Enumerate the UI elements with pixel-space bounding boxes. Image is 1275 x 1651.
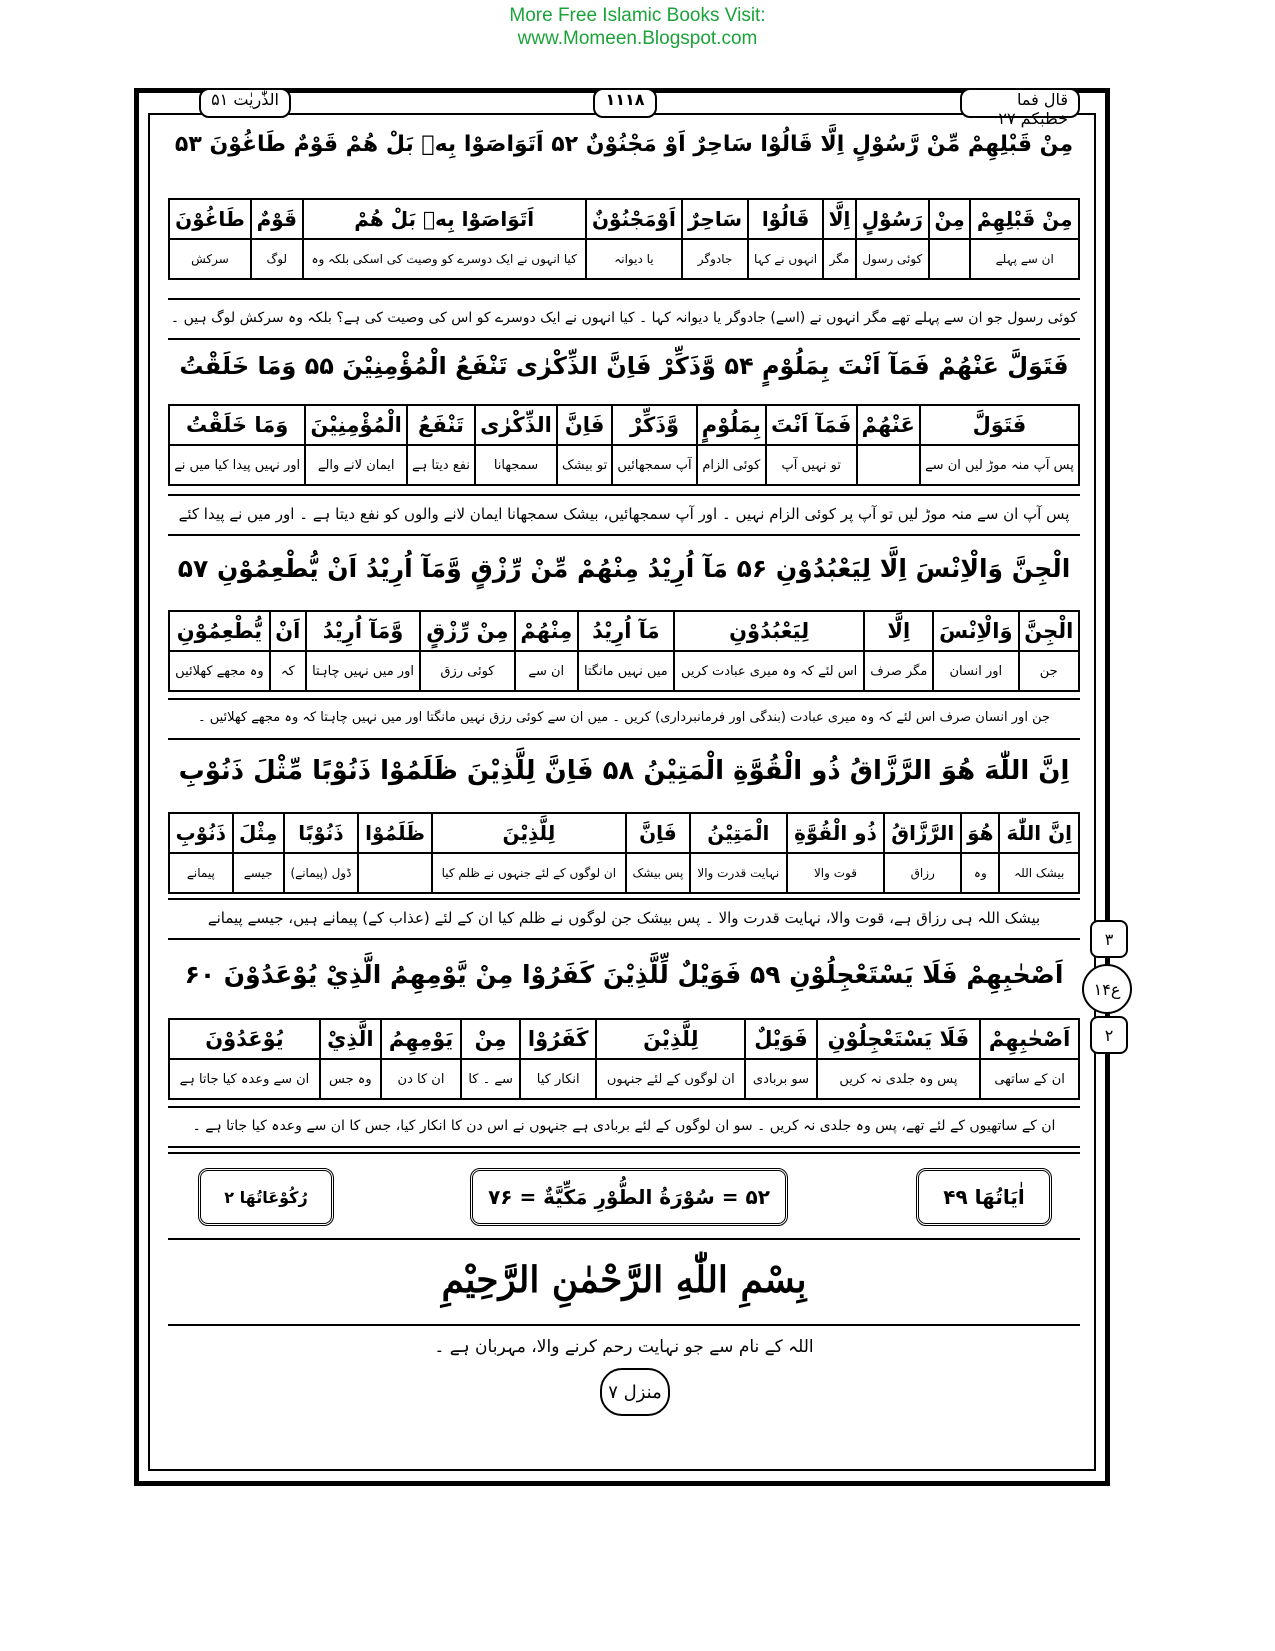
meaning-cell: کیا انہوں نے ایک دوسرے کو وصیت کی اسکی بلکہ وہ xyxy=(303,239,586,279)
word-cell: فَتَوَلَّ xyxy=(920,405,1079,445)
ayah-line-5: اَصْحٰبِهِمْ فَلَا يَسْتَعْجِلُوْنِ ۵۹ فَوَيْلٌ لِّلَّذِيْنَ كَفَرُوْا مِنْ يَّوْمِهِمُ الَّذِيْ يُوْعَدُوْنَ ۶۰ xyxy=(184,960,1064,989)
word-cell: عَنْهُمْ xyxy=(857,405,920,445)
surah-name-cartouche: ۵۲ = سُوْرَةُ الطُّوْرِ مَكِّيَّةٌ = ۷۶ xyxy=(470,1168,788,1226)
meaning-cell: نہایت قدرت والا xyxy=(690,853,787,893)
word-cell: الرَّزَّاقُ xyxy=(884,813,961,853)
meaning-cell: ان کا دن xyxy=(381,1059,461,1099)
meaning-cell: سرکش xyxy=(169,239,251,279)
meaning-cell: پس وہ جلدی نہ کریں xyxy=(817,1059,981,1099)
meaning-cell: جیسے xyxy=(233,853,284,893)
word-grid-4 xyxy=(168,812,1080,894)
ayat-count-cartouche: اٰيَاتُهَا ۴۹ xyxy=(916,1168,1052,1226)
meaning-cell: ان سے وعدہ کیا جاتا ہے xyxy=(169,1059,320,1099)
banner-line-2[interactable]: www.Momeen.Blogspot.com xyxy=(517,28,758,49)
meaning-cell: یا دیوانہ xyxy=(586,239,682,279)
word-cell: فَوَيْلٌ xyxy=(745,1019,816,1059)
bismillah-translation: اللہ کے نام سے جو نہایت رحم کرنے والا، مہربان ہے ۔ xyxy=(434,1337,814,1357)
word-cell: مِنْ قَبْلِهِمْ xyxy=(970,199,1079,239)
meaning-cell: اور انسان xyxy=(933,651,1018,691)
word-cell: مَآ اُرِيْدُ xyxy=(578,611,674,651)
meaning-cell: نفع دیتا ہے xyxy=(407,445,475,485)
meaning-cell: میں نہیں مانگتا xyxy=(578,651,674,691)
word-cell: قَوْمٌ xyxy=(251,199,303,239)
translation-1: کوئی رسول جو ان سے پہلے تھے مگر انہوں نے (اسے) جادوگر یا دیوانہ کہا ۔ کیا انہوں نے ایک دوسرے کو اس کی وصیت کی ہے؟ بلکہ وہ سرکش لوگ ہیں ۔ xyxy=(168,298,1080,340)
word-cell: الْمَتِيْنُ xyxy=(690,813,787,853)
ayah-line-4: اِنَّ اللّٰهَ هُوَ الرَّزَّاقُ ذُو الْقُوَّةِ الْمَتِيْنُ ۵۸ فَاِنَّ لِلَّذِيْنَ ظَلَمُوْا ذَنُوْبًا مِّثْلَ ذَنُوْبِ xyxy=(178,756,1070,786)
meaning-cell: ان سے xyxy=(515,651,578,691)
meaning-cell: سے ۔ کا xyxy=(461,1059,520,1099)
word-cell: ذَنُوْبًا xyxy=(284,813,359,853)
meaning-cell: تو نہیں آپ xyxy=(766,445,857,485)
meaning-cell xyxy=(358,853,431,893)
word-cell: يَوْمِهِمُ xyxy=(381,1019,461,1059)
surah-title-band xyxy=(168,1152,1080,1240)
word-cell: رَسُوْلٍ xyxy=(856,199,929,239)
word-cell: كَفَرُوْا xyxy=(520,1019,596,1059)
meaning-cell: قوت والا xyxy=(787,853,885,893)
meaning-cell: ان سے پہلے xyxy=(970,239,1079,279)
word-grid-1 xyxy=(168,198,1080,280)
word-cell: يُوْعَدُوْنَ xyxy=(169,1019,320,1059)
word-cell: اِلَّا xyxy=(864,611,933,651)
word-cell: فَمَآ اَنْتَ xyxy=(766,405,857,445)
meaning-cell: انہوں نے کہا xyxy=(748,239,823,279)
bismillah: بِسْمِ اللّٰهِ الرَّحْمٰنِ الرَّحِيْمِ xyxy=(168,1236,1080,1326)
word-cell: وَّذَكِّرْ xyxy=(612,405,696,445)
meaning-cell: اور نہیں پیدا کیا میں نے xyxy=(169,445,305,485)
meaning-cell: مگر صرف xyxy=(864,651,933,691)
word-cell: اَتَوَاصَوْا بِهٖ بَلْ هُمْ xyxy=(303,199,586,239)
word-cell: بِمَلُوْمٍ xyxy=(697,405,766,445)
word-grid-3 xyxy=(168,610,1080,692)
ayah-line-3: الْجِنَّ وَالْاِنْسَ اِلَّا لِيَعْبُدُوْنِ ۵۶ مَآ اُرِيْدُ مِنْهُمْ مِّنْ رِّزْقٍ وَّمَآ اُرِيْدُ اَنْ يُّطْعِمُوْنِ ۵۷ xyxy=(177,554,1071,583)
meaning-cell: آپ سمجھائیں xyxy=(612,445,696,485)
word-cell: هُوَ xyxy=(961,813,999,853)
meaning-cell: کوئی رسول xyxy=(856,239,929,279)
meaning-cell: جن xyxy=(1019,651,1079,691)
translation-4: بیشک اللہ ہی رزاق ہے، قوت والا، نہایت قدرت والا ۔ پس بیشک جن لوگوں نے ظلم کیا ان کے لئے (عذاب کے) پیمانے ہیں، جیسے پیمانے xyxy=(168,898,1080,940)
header-page-number: ۱۱۱۸ xyxy=(570,88,680,118)
manzil-marker: منزل ۷ xyxy=(600,1368,670,1416)
word-cell: الْجِنَّ xyxy=(1019,611,1079,651)
meaning-cell: رزاق xyxy=(884,853,961,893)
side-mark-bottom: ۲ xyxy=(1090,1016,1128,1054)
word-cell: يُّطْعِمُوْنِ xyxy=(169,611,270,651)
word-cell: الْمُؤْمِنِيْنَ xyxy=(305,405,407,445)
meaning-cell: اس لئے کہ وہ میری عبادت کریں xyxy=(674,651,865,691)
meaning-cell: تو بیشک xyxy=(557,445,612,485)
meaning-cell xyxy=(857,445,920,485)
meaning-cell: وہ جس xyxy=(320,1059,381,1099)
meaning-cell: جادوگر xyxy=(682,239,748,279)
word-cell: طَاغُوْنَ xyxy=(169,199,251,239)
meaning-cell: سو بربادی xyxy=(745,1059,816,1099)
word-cell: اِنَّ اللّٰهَ xyxy=(999,813,1079,853)
word-cell: قَالُوْا xyxy=(748,199,823,239)
meaning-cell: کوئی رزق xyxy=(420,651,514,691)
word-cell: لِلَّذِيْنَ xyxy=(596,1019,745,1059)
word-cell: فَاِنَّ xyxy=(626,813,690,853)
word-cell: لِلَّذِيْنَ xyxy=(432,813,626,853)
word-cell: مِنْ xyxy=(461,1019,520,1059)
meaning-cell: لوگ xyxy=(251,239,303,279)
side-mark-top: ۳ xyxy=(1090,920,1128,958)
word-cell: ذَنُوْبِ xyxy=(169,813,233,853)
meaning-cell: ڈول (پیمانے) xyxy=(284,853,359,893)
word-cell: فَلَا يَسْتَعْجِلُوْنِ xyxy=(817,1019,981,1059)
word-cell: اَوْمَجْنُوْنٌ xyxy=(586,199,682,239)
meaning-cell: کہ xyxy=(270,651,306,691)
meaning-cell: ایمان لانے والے xyxy=(305,445,407,485)
word-cell: وَالْاِنْسَ xyxy=(933,611,1018,651)
word-cell: مِنْ xyxy=(929,199,971,239)
header-surah-ref: الذّٰریٰت ۵۱ xyxy=(190,88,300,118)
translation-2: پس آپ ان سے منہ موڑ لیں تو آپ پر کوئی الزام نہیں ۔ اور آپ سمجھائیں، بیشک سمجھانا ایمان لانے والوں کو نفع دیتا ہے ۔ اور میں نے پیدا کئے xyxy=(168,494,1080,536)
word-cell: مِثْلَ xyxy=(233,813,284,853)
meaning-cell: انکار کیا xyxy=(520,1059,596,1099)
word-cell: فَاِنَّ xyxy=(557,405,612,445)
translation-3: جن اور انسان صرف اس لئے کہ وہ میری عبادت (بندگی اور فرمانبرداری) کریں ۔ میں ان سے کوئی رزق نہیں مانگتا اور میں نہیں چاہتا کہ وہ مجھے کھلائیں ۔ xyxy=(168,698,1080,740)
word-cell: اِلَّا xyxy=(823,199,856,239)
meaning-cell: پیمانے xyxy=(169,853,233,893)
word-cell: وَّمَآ اُرِيْدُ xyxy=(306,611,421,651)
meaning-cell: سمجھانا xyxy=(475,445,557,485)
meaning-cell: ان لوگوں کے لئے جنہوں نے ظلم کیا xyxy=(432,853,626,893)
banner-line-1: More Free Islamic Books Visit: xyxy=(509,5,766,26)
meaning-cell: اور میں نہیں چاہتا xyxy=(306,651,421,691)
ruku-count-cartouche: رُكُوْعَاتُهَا ۲ xyxy=(198,1168,334,1226)
meaning-cell: پس آپ منہ موڑ لیں ان سے xyxy=(920,445,1079,485)
translation-5: ان کے ساتھیوں کے لئے تھے، پس وہ جلدی نہ کریں ۔ سو ان لوگوں کے لئے بربادی ہے جنہوں نے اس دن کا انکار کیا، جس کا ان سے وعدہ کیا جاتا ہے ۔ xyxy=(168,1106,1080,1148)
word-grid-2 xyxy=(168,404,1080,486)
word-cell: مِنْهُمْ xyxy=(515,611,578,651)
word-cell: ذُو الْقُوَّةِ xyxy=(787,813,885,853)
word-cell: تَنْفَعُ xyxy=(407,405,475,445)
meaning-cell: وہ مجھے کھلائیں xyxy=(169,651,270,691)
word-cell: وَمَا خَلَقْتُ xyxy=(169,405,305,445)
word-cell: الذِّكْرٰى xyxy=(475,405,557,445)
word-cell: ظَلَمُوْا xyxy=(358,813,431,853)
word-grid-5 xyxy=(168,1018,1080,1100)
word-cell: اَنْ xyxy=(270,611,306,651)
meaning-cell: وہ xyxy=(961,853,999,893)
word-cell: سَاحِرٌ xyxy=(682,199,748,239)
word-cell: الَّذِيْ xyxy=(320,1019,381,1059)
header-para: قال فما خطبکم ۲۷ xyxy=(960,88,1080,118)
word-cell: مِنْ رِّزْقٍ xyxy=(420,611,514,651)
meaning-cell: ان کے ساتھی xyxy=(980,1059,1079,1099)
meaning-cell: پس بیشک xyxy=(626,853,690,893)
word-cell: اَصْحٰبِهِمْ xyxy=(980,1019,1079,1059)
word-cell: لِيَعْبُدُوْنِ xyxy=(674,611,865,651)
ayah-line-1: مِنْ قَبْلِهِمْ مِّنْ رَّسُوْلٍ اِلَّا قَالُوْا سَاحِرٌ اَوْ مَجْنُوْنٌ ۵۲ اَتَوَاصَوْا بِهٖ بَلْ هُمْ قَوْمٌ طَاغُوْنَ ۵۳ xyxy=(174,132,1074,157)
meaning-cell: مگر xyxy=(823,239,856,279)
meaning-cell: ان لوگوں کے لئے جنہوں xyxy=(596,1059,745,1099)
ayah-line-2: فَتَوَلَّ عَنْهُمْ فَمَآ اَنْتَ بِمَلُوْمٍ ۵۴ وَّذَكِّرْ فَاِنَّ الذِّكْرٰى تَنْفَعُ الْمُؤْمِنِيْنَ ۵۵ وَمَا خَلَقْتُ xyxy=(179,352,1069,380)
meaning-cell xyxy=(929,239,971,279)
ruku-marker: ع۱۴ xyxy=(1082,964,1132,1014)
meaning-cell: کوئی الزام xyxy=(697,445,766,485)
meaning-cell: بیشک اللہ xyxy=(999,853,1079,893)
